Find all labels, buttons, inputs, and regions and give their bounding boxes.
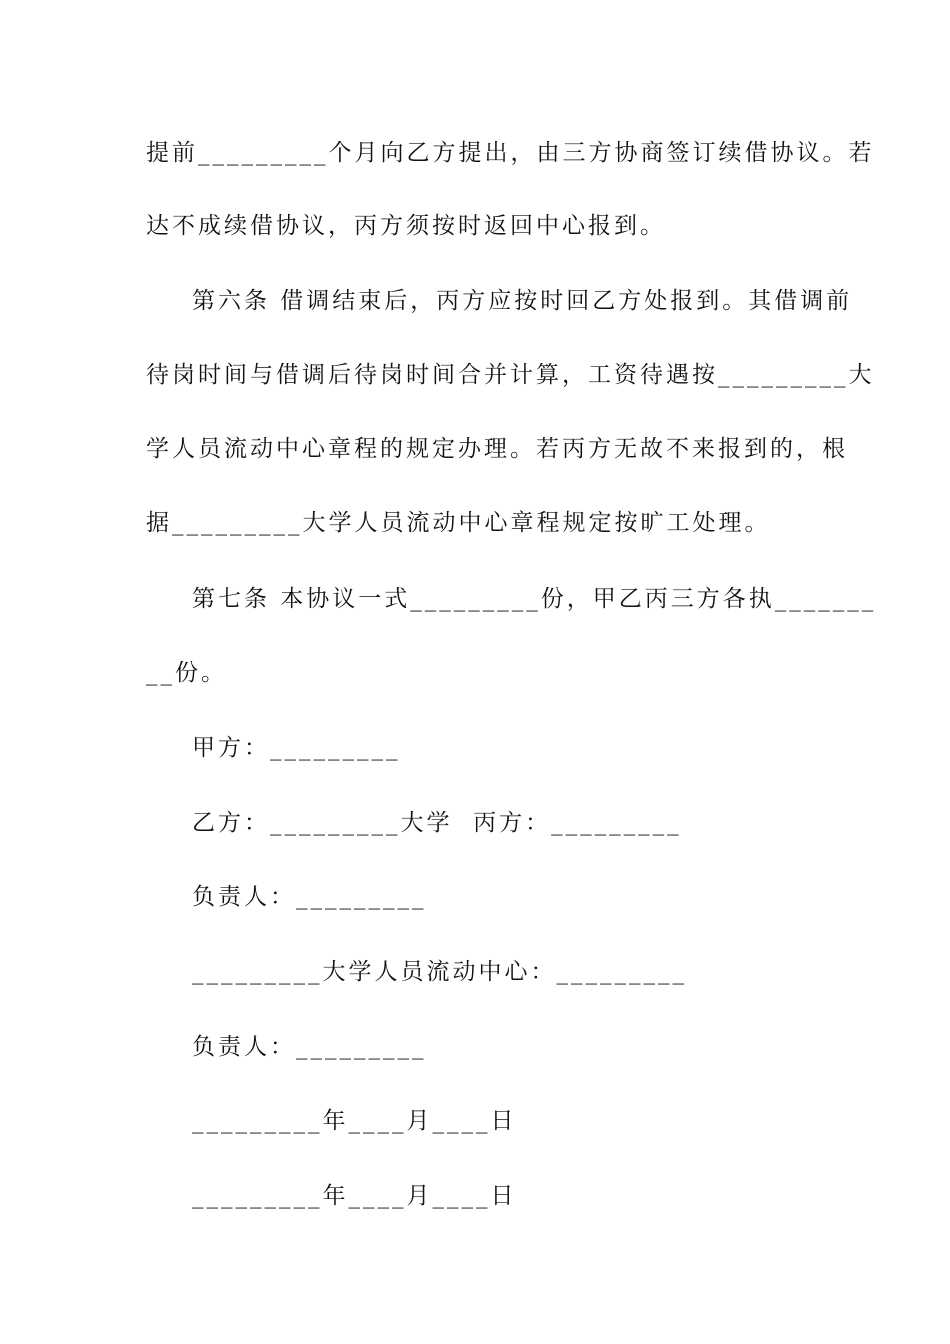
date-line-2: _________年____月____日 [192, 1183, 517, 1209]
responsible-person-line-2: 负责人：_________ [192, 1034, 427, 1060]
article-six-line-4: 据_________大学人员流动中心章程规定按旷工处理。 [146, 510, 771, 536]
paragraph-line-2: 达不成续借协议，丙方须按时返回中心报到。 [146, 213, 666, 239]
paragraph-line-1: 提前_________个月向乙方提出，由三方协商签订续借协议。若 [146, 140, 875, 166]
party-a-signature-line: 甲方：_________ [192, 735, 401, 761]
article-seven-line-1: 第七条 本协议一式_________份，甲乙丙三方各执_______ [192, 586, 877, 612]
mobility-center-signature-line: _________大学人员流动中心：_________ [192, 959, 687, 985]
date-line-1: _________年____月____日 [192, 1108, 517, 1134]
article-six-line-1: 第六条 借调结束后，丙方应按时回乙方处报到。其借调前 [192, 288, 853, 314]
article-seven-line-2: __份。 [146, 660, 227, 686]
article-six-line-2: 待岗时间与借调后待岗时间合并计算，工资待遇按_________大 [146, 362, 875, 388]
responsible-person-line-1: 负责人：_________ [192, 884, 427, 910]
article-six-line-3: 学人员流动中心章程的规定办理。若丙方无故不来报到的，根 [146, 436, 848, 462]
party-b-c-signature-line: 乙方：_________大学 丙方：_________ [192, 810, 682, 836]
